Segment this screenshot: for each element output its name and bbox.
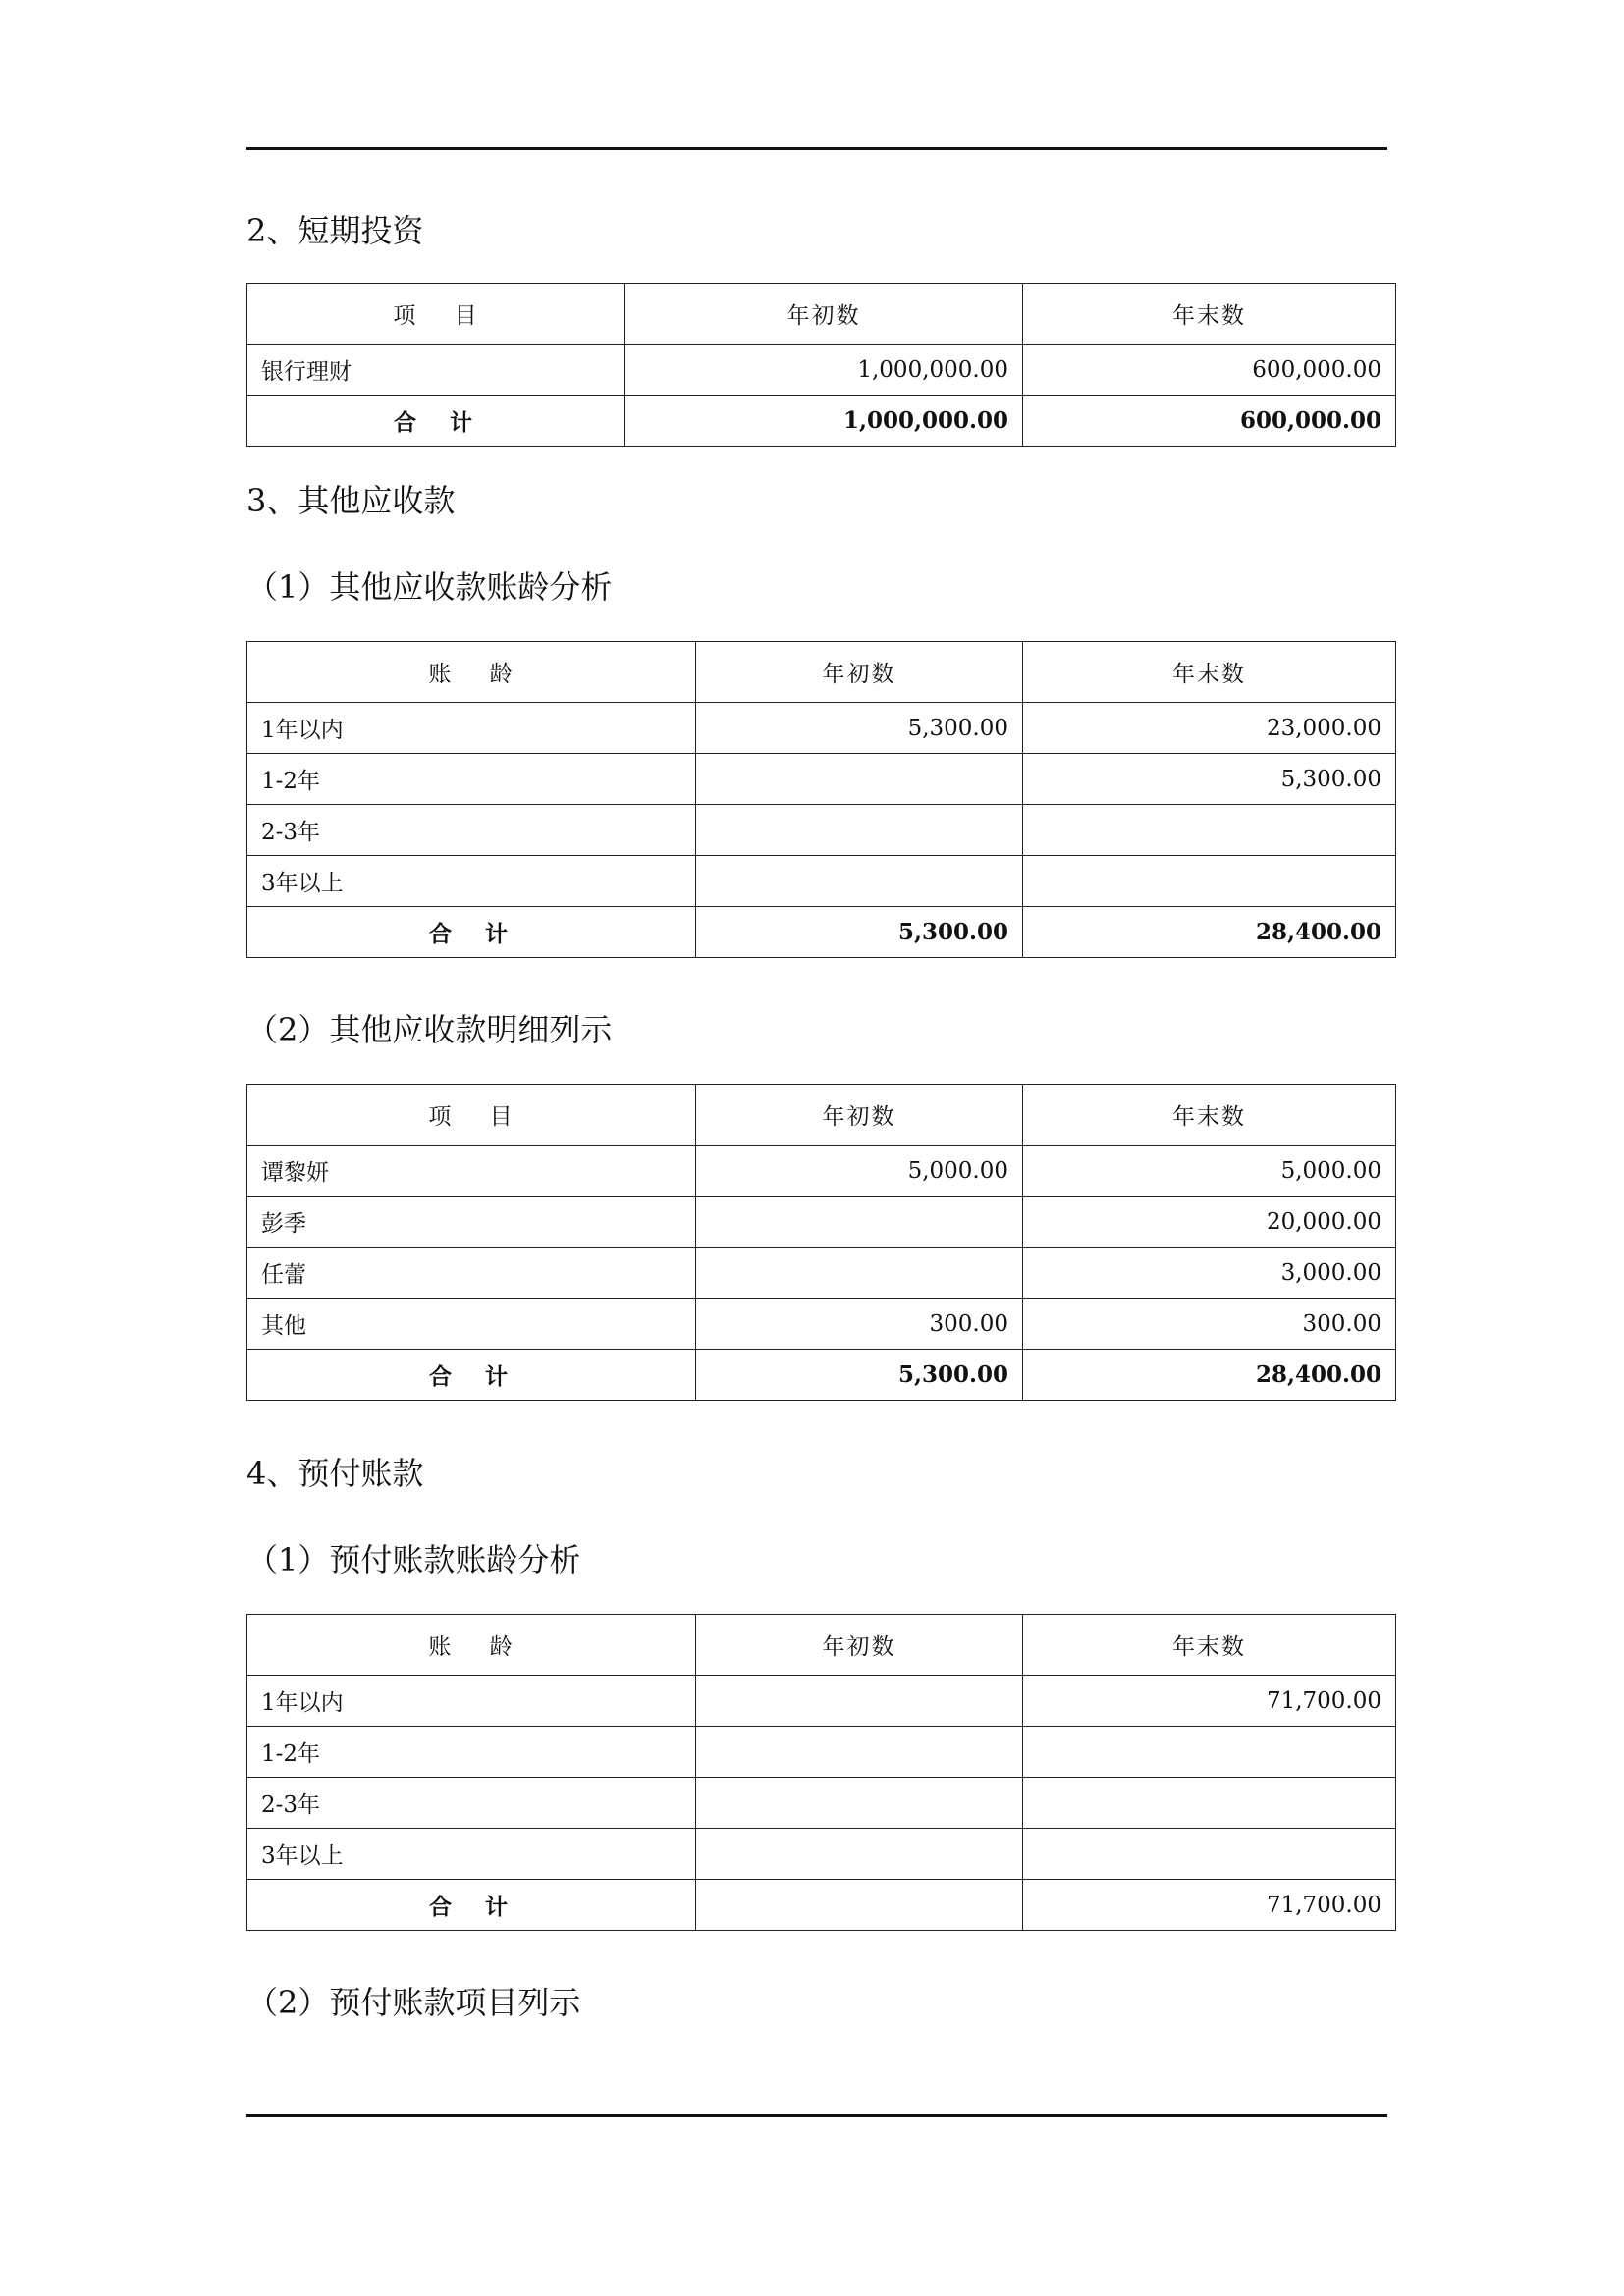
row-label: 1年以内 [247,1676,696,1727]
row-end-value: 71,700.00 [1023,1676,1396,1727]
table-row [247,1829,1396,1880]
table-header-row [247,1615,1396,1676]
row-end-value [1023,1778,1396,1829]
table-row [247,1727,1396,1778]
table-row [247,1146,1396,1197]
footer-rule [246,2114,1387,2117]
row-label: 2-3年 [247,805,696,856]
row-end-value: 23,000.00 [1023,703,1396,754]
total-end-value: 600,000.00 [1023,396,1396,447]
total-row [247,396,1396,447]
row-end-value [1023,856,1396,907]
column-header-begin: 年初数 [696,1615,1023,1676]
subsection-title-prepayments-items: （2）预付账款项目列示 [246,1984,581,2021]
table-header-row [247,1085,1396,1146]
row-label: 彭季 [247,1197,696,1248]
column-header-aging: 账 龄 [247,642,696,703]
row-label: 1-2年 [247,754,696,805]
row-label: 3年以上 [247,856,696,907]
row-end-value: 5,000.00 [1023,1146,1396,1197]
subsection-title-prepayments-aging: （1）预付账款账龄分析 [246,1541,581,1578]
prepayments-aging-table [246,1614,1396,1931]
column-header-aging: 账 龄 [247,1615,696,1676]
total-label: 合 计 [247,1350,696,1401]
row-begin-value: 5,000.00 [696,1146,1023,1197]
row-end-value: 600,000.00 [1023,345,1396,396]
subsection-title-receivables-detail: （2）其他应收款明细列示 [246,1011,613,1048]
row-label: 3年以上 [247,1829,696,1880]
table-header-row [247,642,1396,703]
column-header-begin: 年初数 [625,284,1023,345]
row-end-value [1023,805,1396,856]
row-begin-value [696,1248,1023,1299]
row-label: 2-3年 [247,1778,696,1829]
total-begin-value: 1,000,000.00 [625,396,1023,447]
receivables-detail-table [246,1084,1396,1401]
row-label: 银行理财 [247,345,625,396]
row-label: 其他 [247,1299,696,1350]
total-row [247,1350,1396,1401]
row-begin-value [696,805,1023,856]
section-title-short-term-investment: 2、短期投资 [246,212,424,249]
table-row [247,754,1396,805]
total-end-value: 28,400.00 [1023,1350,1396,1401]
total-row [247,1880,1396,1931]
row-begin-value: 1,000,000.00 [625,345,1023,396]
table-row [247,1248,1396,1299]
header-rule [246,147,1387,150]
table-row [247,805,1396,856]
column-header-end: 年末数 [1023,1615,1396,1676]
table-row [247,1778,1396,1829]
total-label: 合 计 [247,1880,696,1931]
row-begin-value: 5,300.00 [696,703,1023,754]
row-end-value: 300.00 [1023,1299,1396,1350]
row-begin-value: 300.00 [696,1299,1023,1350]
row-begin-value [696,1197,1023,1248]
row-end-value [1023,1727,1396,1778]
row-label: 任蕾 [247,1248,696,1299]
short-term-investment-table [246,283,1396,447]
section-title-prepayments: 4、预付账款 [246,1455,424,1492]
row-end-value: 3,000.00 [1023,1248,1396,1299]
receivables-aging-table [246,641,1396,958]
column-header-end: 年末数 [1023,1085,1396,1146]
table-row [247,1299,1396,1350]
total-label: 合 计 [247,907,696,958]
row-end-value: 20,000.00 [1023,1197,1396,1248]
table-row [247,1197,1396,1248]
row-begin-value [696,1676,1023,1727]
table-row [247,345,1396,396]
total-begin-value [696,1880,1023,1931]
row-end-value: 5,300.00 [1023,754,1396,805]
row-label: 1-2年 [247,1727,696,1778]
subsection-title-receivables-aging: （1）其他应收款账龄分析 [246,568,613,606]
row-begin-value [696,1778,1023,1829]
row-label: 1年以内 [247,703,696,754]
column-header-begin: 年初数 [696,1085,1023,1146]
total-end-value: 71,700.00 [1023,1880,1396,1931]
table-row [247,856,1396,907]
total-begin-value: 5,300.00 [696,907,1023,958]
column-header-end: 年末数 [1023,642,1396,703]
column-header-item: 项 目 [247,1085,696,1146]
column-header-end: 年末数 [1023,284,1396,345]
table-row [247,703,1396,754]
total-end-value: 28,400.00 [1023,907,1396,958]
row-label: 谭黎妍 [247,1146,696,1197]
column-header-begin: 年初数 [696,642,1023,703]
row-end-value [1023,1829,1396,1880]
column-header-item: 项 目 [247,284,625,345]
row-begin-value [696,1727,1023,1778]
table-row [247,1676,1396,1727]
table-header-row [247,284,1396,345]
total-begin-value: 5,300.00 [696,1350,1023,1401]
row-begin-value [696,856,1023,907]
section-title-other-receivables: 3、其他应收款 [246,482,456,519]
row-begin-value [696,754,1023,805]
row-begin-value [696,1829,1023,1880]
total-label: 合 计 [247,396,625,447]
total-row [247,907,1396,958]
